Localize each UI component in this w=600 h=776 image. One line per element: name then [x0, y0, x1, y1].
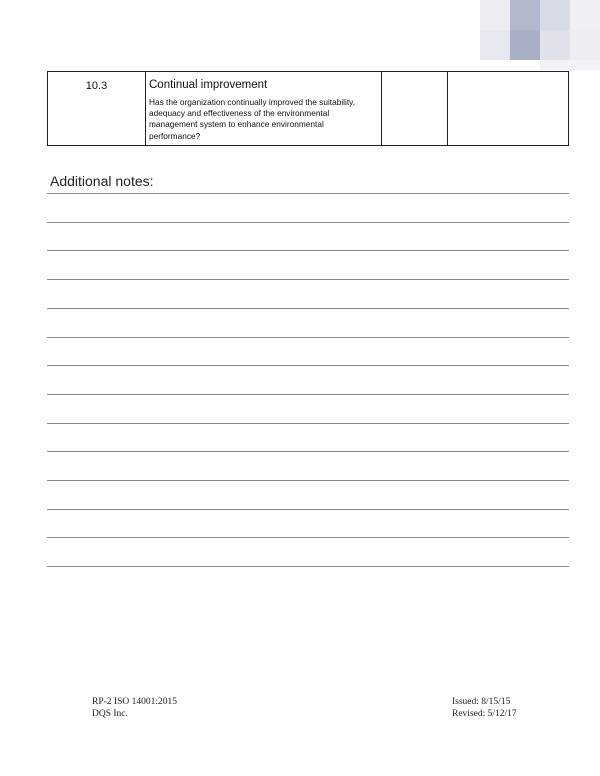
decor-block: [540, 30, 570, 60]
response-cell[interactable]: [382, 72, 448, 146]
note-line[interactable]: [47, 193, 569, 194]
note-line[interactable]: [47, 250, 569, 251]
note-line[interactable]: [47, 365, 569, 366]
note-line[interactable]: [47, 337, 569, 338]
clause-title: Continual improvement: [149, 79, 268, 91]
note-line[interactable]: [47, 394, 569, 395]
note-line[interactable]: [47, 566, 569, 567]
note-line[interactable]: [47, 279, 569, 280]
note-line[interactable]: [47, 480, 569, 481]
issued-date: Issued: 8/15/15: [452, 697, 511, 707]
footer-left: [92, 696, 177, 720]
decor-block: [540, 60, 600, 70]
decor-block: [540, 0, 570, 30]
note-line[interactable]: [47, 451, 569, 452]
header-decoration: [0, 0, 600, 70]
note-line[interactable]: [47, 308, 569, 309]
notes-heading: Additional notes:: [50, 173, 154, 189]
doc-reference: RP-2 ISO 14001:2015: [92, 697, 177, 707]
note-line[interactable]: [47, 509, 569, 510]
table-row: [48, 72, 569, 146]
decor-block: [480, 30, 510, 60]
note-line[interactable]: [47, 423, 569, 424]
decor-block: [510, 30, 540, 60]
requirement-table: [47, 71, 569, 146]
clause-description: [146, 72, 382, 146]
clause-question: Has the organization continually improved the suitability, adequacy and effectiveness of the environmental management system to enhance environmental performance?: [149, 97, 355, 141]
decor-block: [570, 0, 600, 30]
clause-number: 10.3: [48, 72, 146, 146]
decor-block: [480, 0, 510, 30]
company-name: DQS Inc.: [92, 709, 128, 719]
note-line[interactable]: [47, 537, 569, 538]
decor-block: [510, 0, 540, 30]
note-line[interactable]: [47, 222, 569, 223]
notes-cell[interactable]: [448, 72, 569, 146]
decor-block: [570, 30, 600, 60]
footer-right: [452, 696, 517, 720]
revised-date: Revised: 5/12/17: [452, 709, 517, 719]
